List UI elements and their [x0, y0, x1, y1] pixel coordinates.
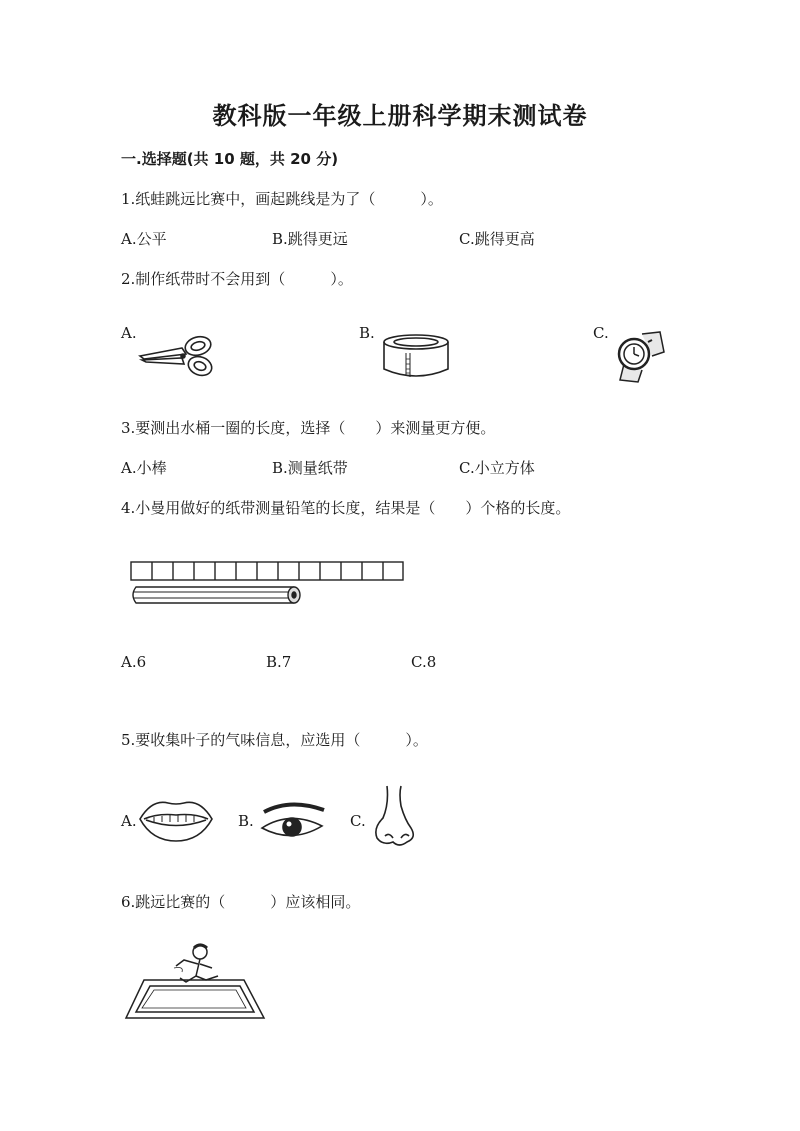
long-jump-pit-illustration	[124, 942, 268, 1022]
eye-icon	[260, 800, 328, 844]
section-heading: 一.选择题(共 10 题，共 20 分)	[121, 150, 339, 168]
q1-option-b[interactable]: B.跳得更远	[272, 230, 348, 248]
question-3: 3.要测出水桶一圈的长度，选择（ ）来测量更方便。	[121, 419, 496, 437]
mouth-icon	[138, 797, 214, 843]
q4-option-a[interactable]: A.6	[121, 653, 147, 671]
question-6: 6.跳远比赛的（ ）应该相同。	[121, 893, 361, 911]
q5-option-a[interactable]: A.	[121, 812, 137, 830]
paper-strip-ruler	[130, 561, 404, 581]
q3-option-b[interactable]: B.测量纸带	[272, 459, 348, 477]
pencil-icon	[130, 585, 304, 605]
scissors-icon	[138, 334, 216, 378]
q5-option-c[interactable]: C.	[350, 812, 366, 830]
question-2: 2.制作纸带时不会用到（ ）。	[121, 270, 353, 288]
wristwatch-icon	[612, 330, 666, 384]
q2-option-a[interactable]: A.	[121, 324, 137, 342]
q4-option-b[interactable]: B.7	[266, 653, 292, 671]
q2-option-b[interactable]: B.	[359, 324, 375, 342]
q3-option-c[interactable]: C.小立方体	[459, 459, 535, 477]
q1-option-c[interactable]: C.跳得更高	[459, 230, 535, 248]
q1-option-a[interactable]: A.公平	[121, 230, 167, 248]
q5-option-b[interactable]: B.	[238, 812, 254, 830]
question-4: 4.小曼用做好的纸带测量铅笔的长度，结果是（ ）个格的长度。	[121, 499, 571, 517]
q4-option-c[interactable]: C.8	[411, 653, 437, 671]
q3-option-a[interactable]: A.小棒	[121, 459, 167, 477]
tape-roll-icon	[382, 333, 450, 381]
question-1: 1.纸蛙跳远比赛中，画起跳线是为了（ ）。	[121, 190, 443, 208]
nose-icon	[369, 784, 419, 850]
q2-option-c[interactable]: C.	[593, 324, 609, 342]
question-5: 5.要收集叶子的气味信息，应选用（ ）。	[121, 731, 428, 749]
page-title: 教科版一年级上册科学期末测试卷	[212, 102, 588, 130]
